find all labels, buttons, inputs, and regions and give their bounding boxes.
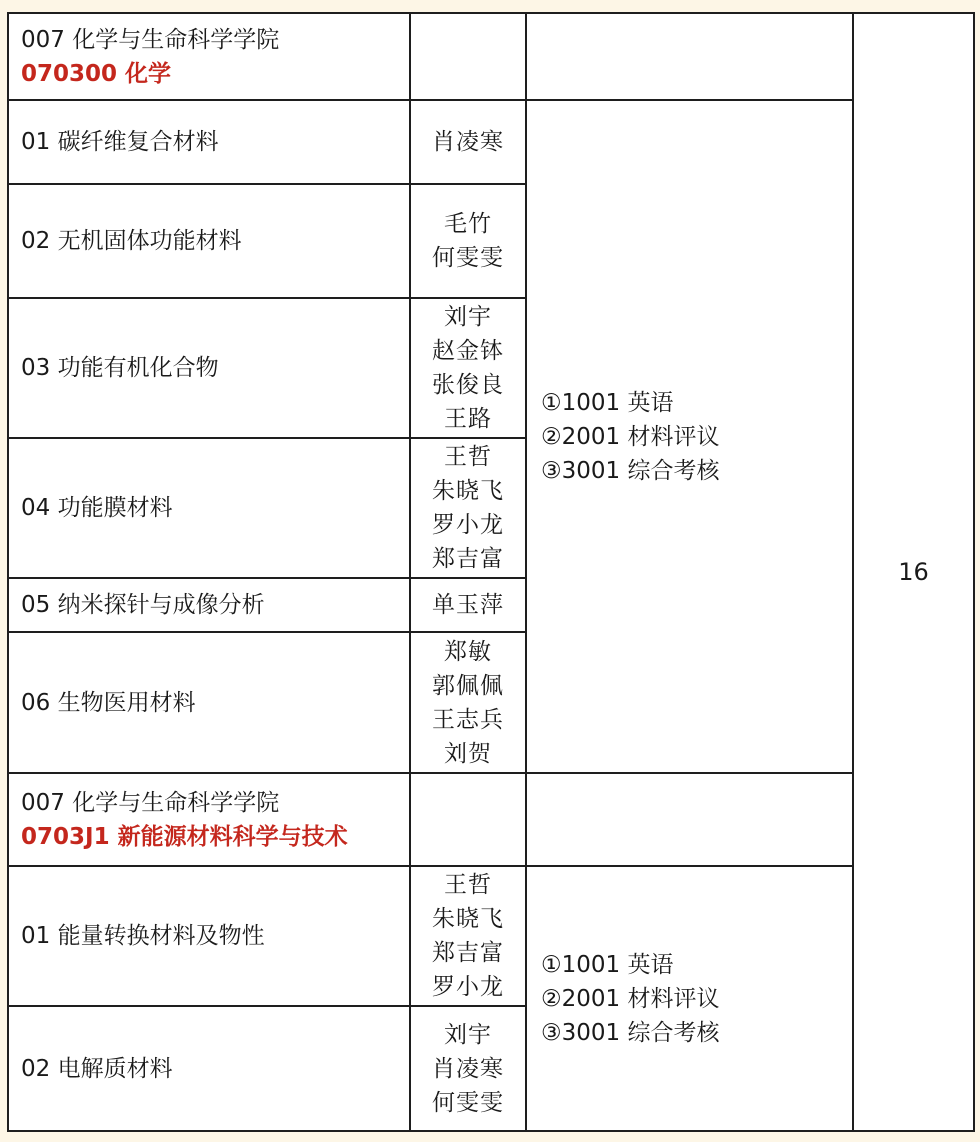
exam-subjects [526, 100, 853, 773]
section-header-row [8, 773, 974, 866]
tutor-name: 朱晓飞 [432, 906, 504, 932]
exam-subject: ③3001 综合考核 [541, 457, 720, 484]
tutor-cell [410, 438, 526, 578]
research-direction: 03 功能有机化合物 [8, 298, 410, 438]
section-header-cell [8, 13, 410, 100]
table-row [8, 866, 974, 1006]
exam-cell-empty [526, 13, 853, 100]
tutor-name: 张俊良 [432, 372, 504, 398]
tutor-name: 王哲 [444, 444, 492, 470]
research-direction: 02 电解质材料 [8, 1006, 410, 1131]
tutor-name: 何雯雯 [432, 1089, 504, 1116]
exam-subject: ①1001 英语 [541, 951, 674, 978]
tutor-cell [410, 578, 526, 632]
exam-subject: ②2001 材料评议 [541, 985, 720, 1012]
tutor-name: 刘贺 [444, 740, 492, 767]
tutor-name: 刘宇 [444, 304, 492, 330]
tutor-cell [410, 866, 526, 1006]
tutor-name: 毛竹 [444, 211, 492, 237]
section-header-row [8, 13, 974, 100]
tutor-name: 罗小龙 [432, 974, 504, 1000]
exam-subject: ③3001 综合考核 [541, 1019, 720, 1046]
tutor-cell [410, 184, 526, 298]
exam-subjects [526, 866, 853, 1131]
tutor-name: 肖凌寒 [432, 1055, 504, 1082]
tutor-cell-empty [410, 13, 526, 100]
tutor-name: 郑吉富 [432, 546, 504, 572]
major-name: 070300 化学 [21, 60, 172, 87]
research-direction: 01 碳纤维复合材料 [8, 100, 410, 184]
college-name: 007 化学与生命科学学院 [21, 26, 280, 53]
tutor-name: 郑吉富 [432, 940, 504, 966]
tutor-name: 赵金钵 [432, 338, 504, 364]
exam-cell-empty [526, 773, 853, 866]
exam-subject: ②2001 材料评议 [541, 423, 720, 450]
exam-subject: ①1001 英语 [541, 389, 674, 416]
quota-cell: 16 [853, 13, 974, 1131]
college-name: 007 化学与生命科学学院 [21, 789, 280, 816]
tutor-name: 朱晓飞 [432, 478, 504, 504]
tutor-name: 王哲 [444, 872, 492, 898]
tutor-name: 肖凌寒 [432, 129, 504, 155]
tutor-name: 何雯雯 [432, 245, 504, 271]
table-row [8, 100, 974, 184]
section-header-cell [8, 773, 410, 866]
tutor-cell [410, 298, 526, 438]
research-direction: 05 纳米探针与成像分析 [8, 578, 410, 632]
tutor-cell [410, 632, 526, 773]
tutor-name: 郭佩佩 [432, 672, 504, 699]
tutor-name: 王志兵 [432, 706, 504, 733]
tutor-cell-empty [410, 773, 526, 866]
enrollment-sheet [7, 12, 973, 1130]
tutor-name: 单玉萍 [432, 592, 504, 618]
tutor-name: 刘宇 [444, 1021, 492, 1048]
research-direction: 01 能量转换材料及物性 [8, 866, 410, 1006]
tutor-name: 罗小龙 [432, 512, 504, 538]
tutor-cell [410, 100, 526, 184]
research-direction: 06 生物医用材料 [8, 632, 410, 773]
tutor-name: 郑敏 [444, 638, 492, 665]
research-direction: 02 无机固体功能材料 [8, 184, 410, 298]
enrollment-table [7, 12, 975, 1132]
tutor-name: 王路 [444, 406, 492, 432]
major-name: 0703J1 新能源材料科学与技术 [21, 823, 348, 850]
research-direction: 04 功能膜材料 [8, 438, 410, 578]
tutor-cell [410, 1006, 526, 1131]
